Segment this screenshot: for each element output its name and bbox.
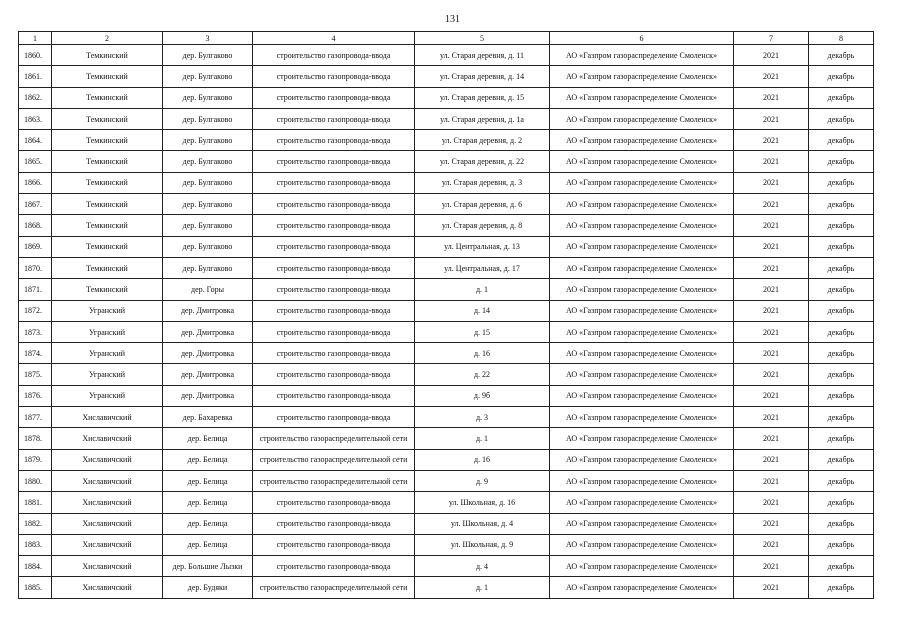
settlement-cell: дер. Булгаково [163, 151, 253, 172]
address-cell: ул. Старая деревня, д. 3 [415, 172, 550, 193]
month-cell: декабрь [809, 492, 874, 513]
table-row [19, 300, 874, 321]
settlement-cell: дер. Булгаково [163, 87, 253, 108]
district-cell: Угранский [52, 300, 163, 321]
month-cell: декабрь [809, 534, 874, 555]
month-cell: декабрь [809, 215, 874, 236]
work-type-cell: строительство газопровода-ввода [253, 257, 415, 278]
settlement-cell: дер. Дмитровка [163, 300, 253, 321]
district-cell: Темкинский [52, 130, 163, 151]
district-cell: Темкинский [52, 257, 163, 278]
month-cell: декабрь [809, 470, 874, 491]
address-cell: ул. Старая деревня, д. 6 [415, 194, 550, 215]
work-type-cell: строительство газопровода-ввода [253, 66, 415, 87]
row-number-cell: 1878. [19, 428, 52, 449]
work-type-cell: строительство газопровода-ввода [253, 492, 415, 513]
settlement-cell: дер. Белица [163, 513, 253, 534]
row-number-cell: 1863. [19, 108, 52, 129]
settlement-cell: дер. Дмитровка [163, 343, 253, 364]
district-cell: Хиславичский [52, 556, 163, 577]
table-row [19, 407, 874, 428]
address-cell: ул. Старая деревня, д. 11 [415, 45, 550, 66]
organization-cell: АО «Газпром газораспределение Смоленск» [550, 257, 734, 278]
settlement-cell: дер. Горы [163, 279, 253, 300]
address-cell: ул. Старая деревня, д. 1а [415, 108, 550, 129]
year-cell: 2021 [734, 236, 809, 257]
organization-cell: АО «Газпром газораспределение Смоленск» [550, 151, 734, 172]
settlement-cell: дер. Белица [163, 534, 253, 555]
year-cell: 2021 [734, 108, 809, 129]
row-number-cell: 1876. [19, 385, 52, 406]
work-type-cell: строительство газопровода-ввода [253, 45, 415, 66]
organization-cell: АО «Газпром газораспределение Смоленск» [550, 449, 734, 470]
settlement-cell: дер. Белица [163, 470, 253, 491]
work-type-cell: строительство газопровода-ввода [253, 556, 415, 577]
table-row [19, 66, 874, 87]
address-cell: ул. Старая деревня, д. 8 [415, 215, 550, 236]
district-cell: Темкинский [52, 151, 163, 172]
year-cell: 2021 [734, 407, 809, 428]
year-cell: 2021 [734, 470, 809, 491]
address-cell: ул. Старая деревня, д. 22 [415, 151, 550, 172]
district-cell: Угранский [52, 364, 163, 385]
table-header [19, 32, 874, 45]
organization-cell: АО «Газпром газораспределение Смоленск» [550, 321, 734, 342]
address-cell: ул. Старая деревня, д. 14 [415, 66, 550, 87]
row-number-cell: 1884. [19, 556, 52, 577]
column-header: 8 [809, 32, 874, 45]
settlement-cell: дер. Бахаревка [163, 407, 253, 428]
year-cell: 2021 [734, 45, 809, 66]
table-row [19, 321, 874, 342]
table-row [19, 257, 874, 278]
address-cell: д. 22 [415, 364, 550, 385]
year-cell: 2021 [734, 385, 809, 406]
district-cell: Темкинский [52, 194, 163, 215]
row-number-cell: 1872. [19, 300, 52, 321]
settlement-cell: дер. Булгаково [163, 108, 253, 129]
settlement-cell: дер. Булгаково [163, 236, 253, 257]
row-number-cell: 1860. [19, 45, 52, 66]
column-header: 7 [734, 32, 809, 45]
table-row [19, 130, 874, 151]
work-type-cell: строительство газопровода-ввода [253, 172, 415, 193]
row-number-cell: 1875. [19, 364, 52, 385]
address-cell: ул. Школьная, д. 16 [415, 492, 550, 513]
page-number: 131 [445, 14, 460, 25]
table-row [19, 492, 874, 513]
work-type-cell: строительство газопровода-ввода [253, 87, 415, 108]
district-cell: Хиславичский [52, 492, 163, 513]
settlement-cell: дер. Булгаково [163, 45, 253, 66]
settlement-cell: дер. Булгаково [163, 66, 253, 87]
month-cell: декабрь [809, 45, 874, 66]
month-cell: декабрь [809, 300, 874, 321]
year-cell: 2021 [734, 87, 809, 108]
row-number-cell: 1865. [19, 151, 52, 172]
work-type-cell: строительство газопровода-ввода [253, 279, 415, 300]
year-cell: 2021 [734, 257, 809, 278]
row-number-cell: 1879. [19, 449, 52, 470]
column-header: 6 [550, 32, 734, 45]
organization-cell: АО «Газпром газораспределение Смоленск» [550, 236, 734, 257]
work-type-cell: строительство газопровода-ввода [253, 343, 415, 364]
organization-cell: АО «Газпром газораспределение Смоленск» [550, 215, 734, 236]
work-type-cell: строительство газопровода-ввода [253, 364, 415, 385]
organization-cell: АО «Газпром газораспределение Смоленск» [550, 492, 734, 513]
settlement-cell: дер. Булгаково [163, 194, 253, 215]
table-row [19, 194, 874, 215]
row-number-cell: 1881. [19, 492, 52, 513]
row-number-cell: 1882. [19, 513, 52, 534]
address-cell: д. 14 [415, 300, 550, 321]
month-cell: декабрь [809, 449, 874, 470]
month-cell: декабрь [809, 513, 874, 534]
row-number-cell: 1869. [19, 236, 52, 257]
year-cell: 2021 [734, 300, 809, 321]
work-type-cell: строительство газопровода-ввода [253, 407, 415, 428]
table-row [19, 343, 874, 364]
table-row [19, 513, 874, 534]
district-cell: Темкинский [52, 45, 163, 66]
table-row [19, 449, 874, 470]
month-cell: декабрь [809, 172, 874, 193]
district-cell: Угранский [52, 385, 163, 406]
organization-cell: АО «Газпром газораспределение Смоленск» [550, 45, 734, 66]
district-cell: Темкинский [52, 215, 163, 236]
settlement-cell: дер. Дмитровка [163, 321, 253, 342]
table-row [19, 364, 874, 385]
month-cell: декабрь [809, 130, 874, 151]
address-cell: ул. Центральная, д. 13 [415, 236, 550, 257]
district-cell: Хиславичский [52, 534, 163, 555]
organization-cell: АО «Газпром газораспределение Смоленск» [550, 364, 734, 385]
column-header: 5 [415, 32, 550, 45]
table-row [19, 556, 874, 577]
settlement-cell: дер. Большие Лызки [163, 556, 253, 577]
address-cell: ул. Школьная, д. 9 [415, 534, 550, 555]
row-number-cell: 1871. [19, 279, 52, 300]
row-number-cell: 1867. [19, 194, 52, 215]
organization-cell: АО «Газпром газораспределение Смоленск» [550, 407, 734, 428]
settlement-cell: дер. Белица [163, 428, 253, 449]
table-row [19, 108, 874, 129]
month-cell: декабрь [809, 556, 874, 577]
month-cell: декабрь [809, 236, 874, 257]
year-cell: 2021 [734, 172, 809, 193]
address-cell: д. 15 [415, 321, 550, 342]
table-row [19, 151, 874, 172]
row-number-cell: 1874. [19, 343, 52, 364]
month-cell: декабрь [809, 151, 874, 172]
district-cell: Угранский [52, 321, 163, 342]
year-cell: 2021 [734, 513, 809, 534]
column-header: 4 [253, 32, 415, 45]
district-cell: Хиславичский [52, 470, 163, 491]
month-cell: декабрь [809, 279, 874, 300]
work-type-cell: строительство газопровода-ввода [253, 108, 415, 129]
address-cell: ул. Старая деревня, д. 2 [415, 130, 550, 151]
settlement-cell: дер. Белица [163, 449, 253, 470]
column-header: 2 [52, 32, 163, 45]
organization-cell: АО «Газпром газораспределение Смоленск» [550, 428, 734, 449]
address-cell: д. 1 [415, 279, 550, 300]
district-cell: Темкинский [52, 236, 163, 257]
address-cell: д. 16 [415, 449, 550, 470]
settlement-cell: дер. Белица [163, 492, 253, 513]
year-cell: 2021 [734, 66, 809, 87]
settlement-cell: дер. Булгаково [163, 172, 253, 193]
district-cell: Темкинский [52, 66, 163, 87]
work-type-cell: строительство газопровода-ввода [253, 321, 415, 342]
work-type-cell: строительство газопровода-ввода [253, 130, 415, 151]
address-cell: ул. Центральная, д. 17 [415, 257, 550, 278]
year-cell: 2021 [734, 215, 809, 236]
address-cell: д. 9 [415, 470, 550, 491]
year-cell: 2021 [734, 279, 809, 300]
settlement-cell: дер. Булгаково [163, 215, 253, 236]
district-cell: Хиславичский [52, 577, 163, 598]
row-number-cell: 1862. [19, 87, 52, 108]
address-cell: д. 1 [415, 577, 550, 598]
settlement-cell: дер. Дмитровка [163, 364, 253, 385]
work-type-cell: строительство газопровода-ввода [253, 236, 415, 257]
year-cell: 2021 [734, 428, 809, 449]
year-cell: 2021 [734, 343, 809, 364]
address-cell: ул. Школьная, д. 4 [415, 513, 550, 534]
table-row [19, 534, 874, 555]
row-number-cell: 1873. [19, 321, 52, 342]
address-cell: д. 16 [415, 343, 550, 364]
column-header: 3 [163, 32, 253, 45]
district-cell: Хиславичский [52, 428, 163, 449]
year-cell: 2021 [734, 364, 809, 385]
table-row [19, 45, 874, 66]
row-number-cell: 1861. [19, 66, 52, 87]
year-cell: 2021 [734, 577, 809, 598]
district-cell: Темкинский [52, 87, 163, 108]
district-cell: Хиславичский [52, 449, 163, 470]
month-cell: декабрь [809, 194, 874, 215]
organization-cell: АО «Газпром газораспределение Смоленск» [550, 300, 734, 321]
work-type-cell: строительство газораспределительной сети [253, 449, 415, 470]
table-row [19, 279, 874, 300]
organization-cell: АО «Газпром газораспределение Смоленск» [550, 577, 734, 598]
organization-cell: АО «Газпром газораспределение Смоленск» [550, 343, 734, 364]
month-cell: декабрь [809, 577, 874, 598]
work-type-cell: строительство газопровода-ввода [253, 300, 415, 321]
district-cell: Хиславичский [52, 407, 163, 428]
work-type-cell: строительство газопровода-ввода [253, 151, 415, 172]
row-number-cell: 1883. [19, 534, 52, 555]
header-row [19, 32, 874, 45]
row-number-cell: 1885. [19, 577, 52, 598]
organization-cell: АО «Газпром газораспределение Смоленск» [550, 513, 734, 534]
settlement-cell: дер. Булгаково [163, 130, 253, 151]
organization-cell: АО «Газпром газораспределение Смоленск» [550, 87, 734, 108]
row-number-cell: 1870. [19, 257, 52, 278]
year-cell: 2021 [734, 449, 809, 470]
work-type-cell: строительство газораспределительной сети [253, 577, 415, 598]
row-number-cell: 1880. [19, 470, 52, 491]
year-cell: 2021 [734, 321, 809, 342]
month-cell: декабрь [809, 87, 874, 108]
work-type-cell: строительство газопровода-ввода [253, 534, 415, 555]
organization-cell: АО «Газпром газораспределение Смоленск» [550, 66, 734, 87]
address-cell: д. 1 [415, 428, 550, 449]
work-type-cell: строительство газопровода-ввода [253, 385, 415, 406]
table-row [19, 215, 874, 236]
year-cell: 2021 [734, 130, 809, 151]
district-cell: Темкинский [52, 279, 163, 300]
organization-cell: АО «Газпром газораспределение Смоленск» [550, 279, 734, 300]
address-cell: ул. Старая деревня, д. 15 [415, 87, 550, 108]
month-cell: декабрь [809, 108, 874, 129]
row-number-cell: 1864. [19, 130, 52, 151]
district-cell: Темкинский [52, 172, 163, 193]
table-row [19, 428, 874, 449]
row-number-cell: 1868. [19, 215, 52, 236]
year-cell: 2021 [734, 556, 809, 577]
row-number-cell: 1877. [19, 407, 52, 428]
table-row [19, 236, 874, 257]
organization-cell: АО «Газпром газораспределение Смоленск» [550, 194, 734, 215]
table-row [19, 87, 874, 108]
month-cell: декабрь [809, 343, 874, 364]
table-row [19, 577, 874, 598]
month-cell: декабрь [809, 428, 874, 449]
organization-cell: АО «Газпром газораспределение Смоленск» [550, 534, 734, 555]
organization-cell: АО «Газпром газораспределение Смоленск» [550, 108, 734, 129]
work-type-cell: строительство газораспределительной сети [253, 470, 415, 491]
settlement-cell: дер. Будяки [163, 577, 253, 598]
work-type-cell: строительство газопровода-ввода [253, 513, 415, 534]
gasification-table [18, 31, 874, 599]
year-cell: 2021 [734, 151, 809, 172]
settlement-cell: дер. Дмитровка [163, 385, 253, 406]
organization-cell: АО «Газпром газораспределение Смоленск» [550, 130, 734, 151]
column-header: 1 [19, 32, 52, 45]
address-cell: д. 9б [415, 385, 550, 406]
table-body [19, 45, 874, 599]
month-cell: декабрь [809, 321, 874, 342]
address-cell: д. 3 [415, 407, 550, 428]
organization-cell: АО «Газпром газораспределение Смоленск» [550, 556, 734, 577]
year-cell: 2021 [734, 194, 809, 215]
year-cell: 2021 [734, 534, 809, 555]
row-number-cell: 1866. [19, 172, 52, 193]
organization-cell: АО «Газпром газораспределение Смоленск» [550, 470, 734, 491]
district-cell: Угранский [52, 343, 163, 364]
table-row [19, 385, 874, 406]
district-cell: Темкинский [52, 108, 163, 129]
month-cell: декабрь [809, 364, 874, 385]
month-cell: декабрь [809, 385, 874, 406]
work-type-cell: строительство газопровода-ввода [253, 194, 415, 215]
table-row [19, 172, 874, 193]
district-cell: Хиславичский [52, 513, 163, 534]
organization-cell: АО «Газпром газораспределение Смоленск» [550, 172, 734, 193]
settlement-cell: дер. Булгаково [163, 257, 253, 278]
work-type-cell: строительство газопровода-ввода [253, 215, 415, 236]
work-type-cell: строительство газораспределительной сети [253, 428, 415, 449]
year-cell: 2021 [734, 492, 809, 513]
table-row [19, 470, 874, 491]
organization-cell: АО «Газпром газораспределение Смоленск» [550, 385, 734, 406]
month-cell: декабрь [809, 407, 874, 428]
month-cell: декабрь [809, 66, 874, 87]
month-cell: декабрь [809, 257, 874, 278]
address-cell: д. 4 [415, 556, 550, 577]
